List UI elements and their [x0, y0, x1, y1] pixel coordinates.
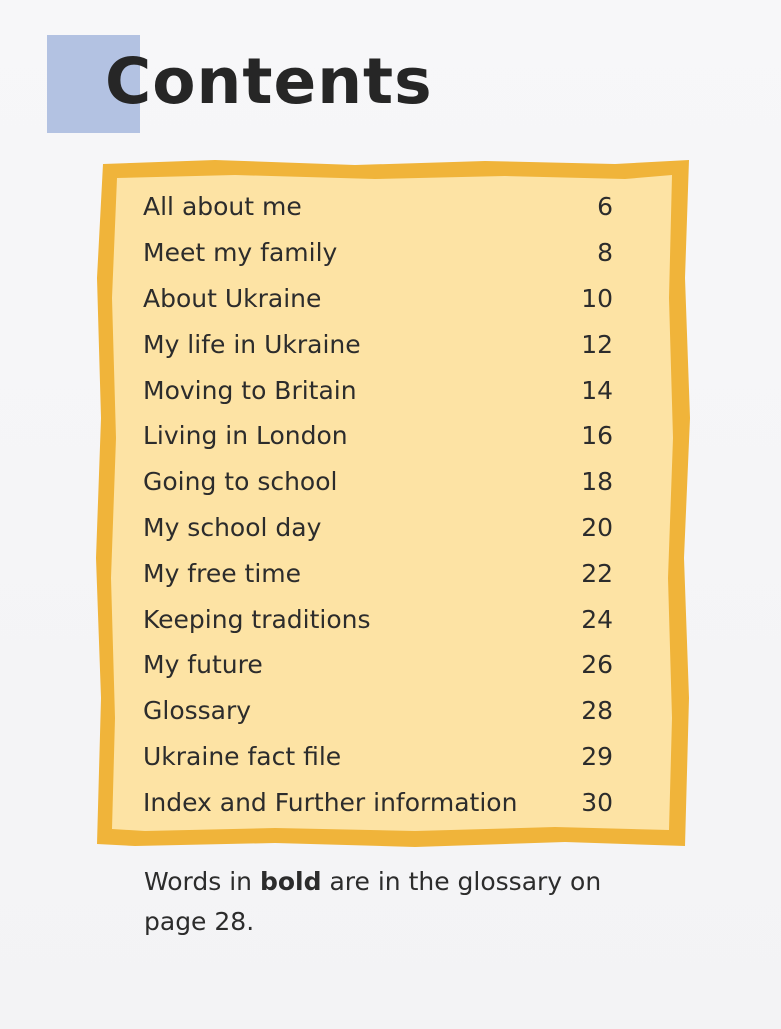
entry-page-number: 22: [581, 558, 613, 588]
entry-page-number: 6: [597, 192, 613, 222]
entry-title: Going to school: [143, 467, 338, 497]
entry-title: My life in Ukraine: [143, 329, 361, 359]
contents-entry[interactable]: [143, 734, 613, 780]
entry-page-number: 26: [581, 650, 613, 680]
contents-frame: [95, 158, 691, 848]
contents-entry[interactable]: [143, 642, 613, 688]
contents-entry[interactable]: [143, 230, 613, 276]
contents-entry[interactable]: [143, 413, 613, 459]
entry-title: Keeping traditions: [143, 604, 371, 634]
entry-title: My free time: [143, 558, 302, 588]
entry-title: All about me: [143, 192, 302, 222]
contents-entry[interactable]: [143, 276, 613, 322]
entry-title: My future: [143, 650, 263, 680]
contents-entry[interactable]: [143, 550, 613, 596]
entry-title: Living in London: [143, 421, 348, 451]
glossary-note-bold-word: bold: [259, 867, 322, 896]
entry-page-number: 10: [581, 283, 613, 313]
entry-title: Meet my family: [143, 238, 338, 268]
entry-page-number: 24: [581, 604, 613, 634]
entry-page-number: 18: [581, 467, 613, 497]
entry-page-number: 16: [581, 421, 613, 451]
entry-title: Glossary: [143, 696, 252, 726]
entry-title: Ukraine fact file: [143, 741, 342, 771]
glossary-note: [144, 862, 644, 942]
contents-entry[interactable]: [143, 459, 613, 505]
page-title: Contents: [105, 45, 433, 118]
entry-title: Index and Further information: [143, 787, 518, 817]
entry-title: About Ukraine: [143, 283, 322, 313]
contents-entry[interactable]: [143, 184, 613, 230]
entry-title: Moving to Britain: [143, 375, 357, 405]
entry-page-number: 30: [581, 787, 613, 817]
entry-page-number: 14: [581, 375, 613, 405]
entry-page-number: 12: [581, 329, 613, 359]
entry-page-number: 8: [597, 238, 613, 268]
contents-entry[interactable]: [143, 367, 613, 413]
contents-entry[interactable]: [143, 779, 613, 825]
entry-page-number: 29: [581, 741, 613, 771]
contents-entry[interactable]: [143, 505, 613, 551]
contents-entry[interactable]: [143, 321, 613, 367]
contents-entry[interactable]: [143, 688, 613, 734]
contents-entry[interactable]: [143, 596, 613, 642]
entry-title: My school day: [143, 512, 322, 542]
glossary-note-text: Words in: [144, 867, 260, 896]
glossary-note-text-end: are in the glossary on page 28.: [144, 867, 602, 936]
contents-list: [143, 184, 613, 825]
entry-page-number: 20: [581, 512, 613, 542]
entry-page-number: 28: [581, 696, 613, 726]
